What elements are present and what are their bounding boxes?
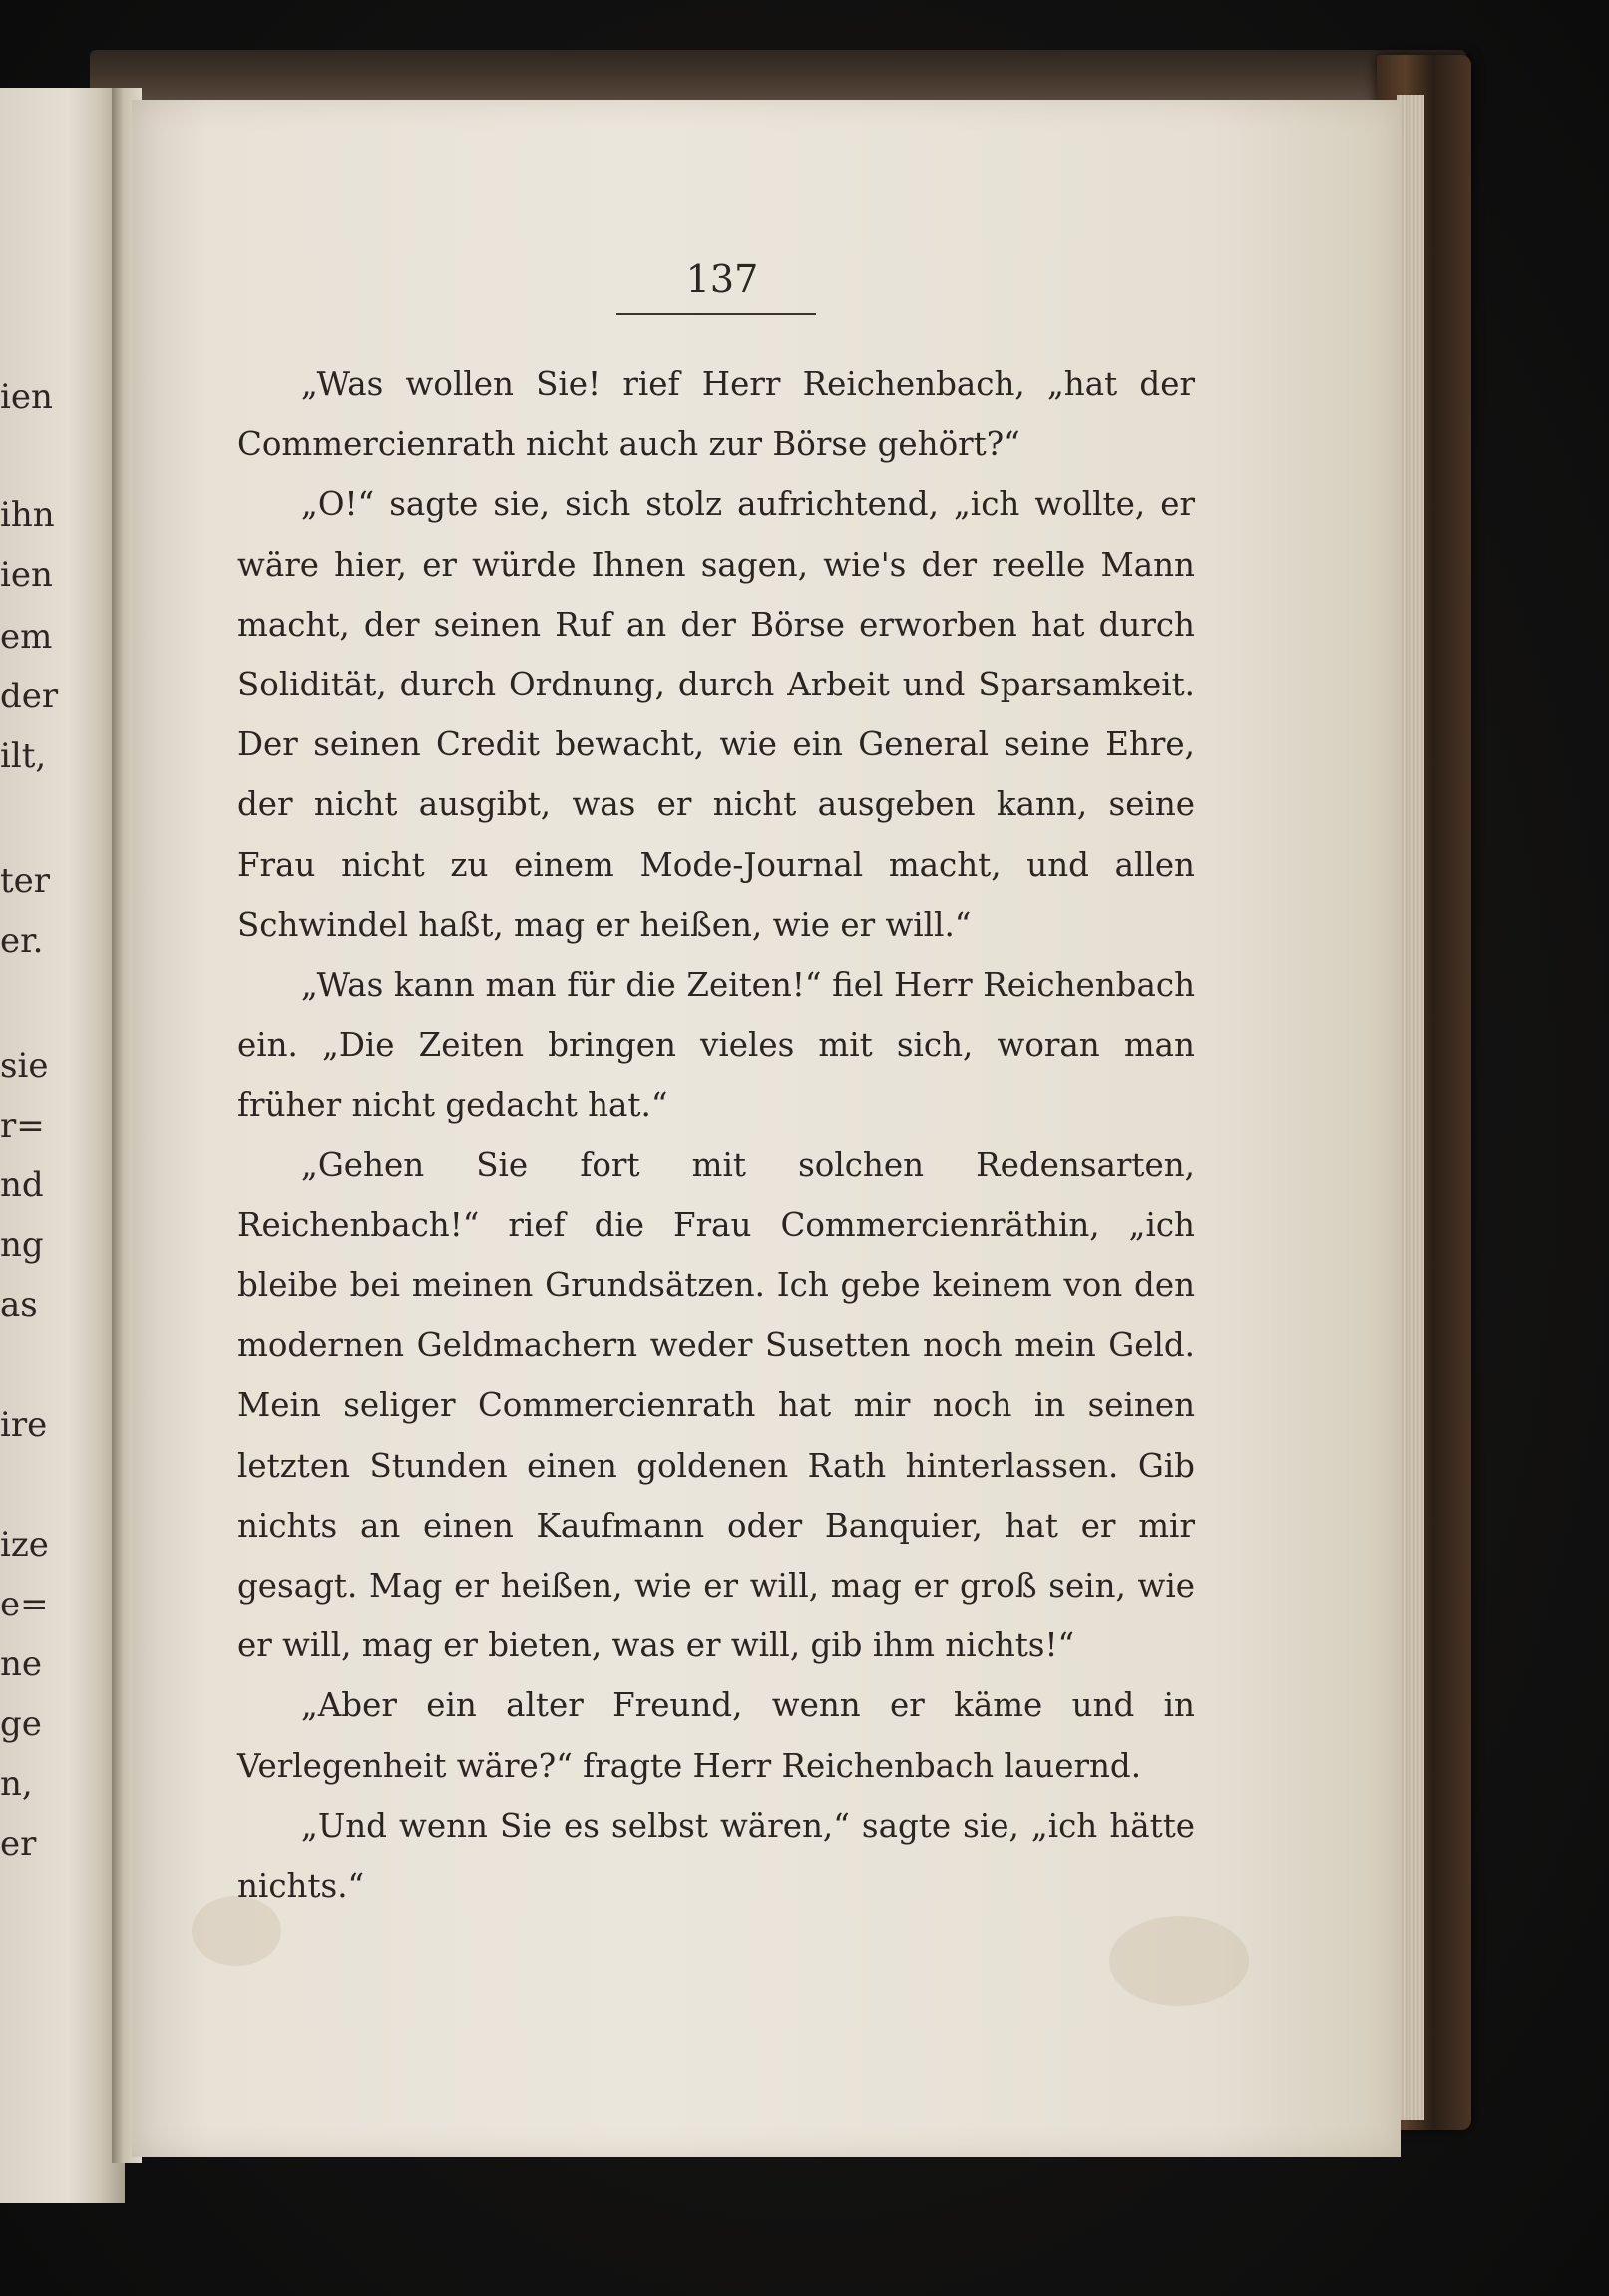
left-page-fragment: ire xyxy=(0,1405,48,1445)
paragraph: „Und wenn Sie es selbst wären,“ sagte sie, „ich hätte nichts.“ xyxy=(237,1806,1195,1906)
left-page-fragment: ng xyxy=(0,1225,44,1265)
left-page-fragment: as xyxy=(0,1285,38,1325)
left-facing-page xyxy=(0,88,125,2203)
paragraph: „O!“ sagte sie, sich stolz aufrichtend, „ich wollte, er wäre hier, er würde Ihnen sagen, wie's der reelle Mann macht, der seinen Ruf an der Börse erworben hat durch Solidität, durch Ordnung, durch Arbeit und Sparsamkeit. Der seinen Credit bewacht, wie ein General seine Ehre, der nicht ausgibt, was er nicht ausgeben kann, seine Frau nicht zu einem Mode-Journal macht, und allen Schwindel haßt, mag er heißen, wie er will.“ xyxy=(237,485,1195,944)
left-page-fragment: sie xyxy=(0,1046,49,1086)
paragraph: „Aber ein alter Freund, wenn er käme und in Verlegenheit wäre?“ fragte Herr Reichenbach lauernd. xyxy=(237,1686,1195,1785)
paragraph: „Was kann man für die Zeiten!“ fiel Herr Reichenbach ein. „Die Zeiten bringen vieles mit sich, woran man früher nicht gedacht hat.“ xyxy=(237,966,1195,1125)
left-page-fragment: ne xyxy=(0,1644,43,1684)
left-page-fragment: der xyxy=(0,677,59,716)
left-page-fragment: n, xyxy=(0,1764,33,1804)
left-page-fragment: er xyxy=(0,1824,37,1864)
paper-stain xyxy=(1109,1916,1249,2006)
body-text xyxy=(237,354,1195,1916)
left-page-fragment: ihn xyxy=(0,495,55,535)
left-page-fragment: ize xyxy=(0,1525,49,1565)
left-page-fragment: ilt, xyxy=(0,736,47,776)
book-page xyxy=(132,100,1401,2157)
left-page-fragment: ter xyxy=(0,861,51,901)
header-rule xyxy=(616,313,816,315)
left-page-fragment: er. xyxy=(0,921,44,961)
left-page-fragment: nd xyxy=(0,1165,44,1205)
left-page-fragment: ien xyxy=(0,377,53,417)
left-page-fragment: r= xyxy=(0,1106,45,1146)
left-page-fragment: ge xyxy=(0,1704,42,1744)
left-page-fragment: e= xyxy=(0,1585,49,1624)
left-page-fragment: ien xyxy=(0,555,53,595)
paragraph: „Gehen Sie fort mit solchen Redensarten, Reichenbach!“ rief die Frau Commercienräthin, „ich bleibe bei meinen Grundsätzen. Ich gebe keinem von den modernen Geldmachern weder Susetten noch mein Geld. Mein seliger Commercienrath hat mir noch in seinen letzten Stunden einen goldenen Rath hinterlassen. Gib nichts an einen Kaufmann oder Banquier, hat er mir gesagt. Mag er heißen, wie er will, mag er groß sein, wie er will, mag er bieten, was er will, gib ihm nichts!“ xyxy=(237,1146,1195,1665)
page-edges xyxy=(1397,95,1424,2120)
left-page-fragment: em xyxy=(0,617,53,657)
page-number: 137 xyxy=(685,257,759,301)
paragraph: „Was wollen Sie! rief Herr Reichenbach, „hat der Commercienrath nicht auch zur Börse gehört?“ xyxy=(237,365,1195,464)
